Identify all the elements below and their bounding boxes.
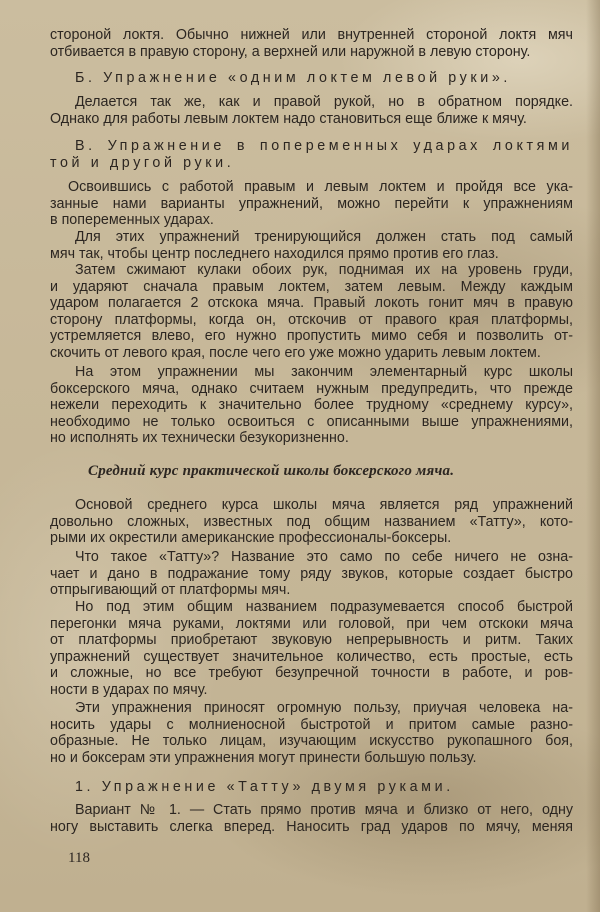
paragraph — [50, 700, 573, 766]
paragraph — [50, 549, 573, 599]
text-line: В. Упражнение в попеременных ударах локтями — [75, 138, 573, 154]
text-line: нежели переходить к значительно более трудному «среднему курсу», — [50, 397, 573, 414]
text-line: отпрыгивающий от платформы мяч. — [50, 582, 291, 599]
paragraph — [50, 599, 573, 699]
text-line: Однако для работы левым локтем надо становиться еще ближе к мячу. — [50, 110, 527, 127]
text-line: Основой среднего курса школы мяча является ряд упражнений — [75, 497, 573, 513]
text-line: мяч так, чтобы центр последнего находился прямо против его глаз. — [50, 245, 499, 262]
text-line: 1. Упражнение «Татту» двумя руками. — [75, 779, 454, 795]
text-line: чает и дано в подражание тому ряду звуков, которые создает быстро — [50, 565, 573, 582]
paragraph — [50, 94, 573, 127]
paragraph — [50, 229, 573, 262]
text-line: стороной локтя. Обычно нижней или внутренней стороной локтя мяч — [50, 27, 573, 43]
text-line: упражнений существует значительное количество, есть простые, есть — [50, 648, 573, 665]
text-line: ности в ударах по мячу. — [50, 681, 208, 698]
text-line: ударом полагается 2 отскока мяча. Правый локоть гонит мяч в правую — [50, 295, 573, 312]
page-edge-shadow — [586, 0, 600, 912]
paragraph — [50, 179, 573, 229]
text-line: боксерского мяча, однако считаем нужным предупредить, что прежде — [50, 380, 573, 397]
text-line: отбивается в правую сторону, а верхней или наружной в левую сторону. — [50, 43, 531, 60]
subsection-heading — [50, 70, 573, 87]
text-line: рыми их окрестили американские профессионалы-боксеры. — [50, 530, 452, 547]
text-line: Освоившись с работой правым и левым локтем и пройдя все ука- — [68, 179, 573, 195]
paragraph — [50, 364, 573, 447]
text-line: сторону платформы, когда он, отскочив от правого края платформы, — [50, 311, 573, 328]
text-line: необходимо не только освоиться с описанными выше упражнениями, — [50, 413, 573, 430]
text-line: ногу выставить слегка вперед. Наносить град ударов по мячу, меняя — [50, 818, 573, 835]
text-line: в попеременных ударах. — [50, 212, 214, 229]
text-line: Вариант № 1. — Стать прямо против мяча и близко от него, одну — [75, 802, 573, 818]
text-line: Затем сжимают кулаки обоих рук, поднимая их на уровень груди, — [75, 262, 573, 278]
text-line: довольно сложных, известных под общим названием «Татту», кото- — [50, 513, 573, 530]
paragraph — [50, 497, 573, 547]
text-line: занные нами варианты упражнений, можно перейти к упражнениям — [50, 195, 573, 212]
page-number: 118 — [68, 850, 90, 866]
subsection-heading — [50, 779, 573, 796]
text-line: Б. Упражнение «одним локтем левой руки». — [75, 70, 511, 86]
section-title — [88, 463, 548, 480]
text-line: Что такое «Татту»? Название это само по себе ничего не озна- — [75, 549, 573, 565]
text-line: устремляется влево, его нужно пропустить мимо себя и позволить от- — [50, 328, 573, 345]
text-line: Делается так же, как и правой рукой, но в обратном порядке. — [75, 94, 573, 110]
text-line: и сложные, но все требуют безупречной точности в работе, и ров- — [50, 665, 573, 682]
text-line: носить удары с молниеносной быстротой и притом самые разно- — [50, 716, 573, 733]
text-line: образные. Не только лицам, изучающим искусство рукопашного боя, — [50, 733, 573, 750]
text-line: скочить от левого края, после чего его уже можно ударить левым локтем. — [50, 344, 541, 361]
text-line: той и другой руки. — [50, 154, 235, 171]
paragraph — [50, 27, 573, 60]
text-line: Для этих упражнений тренирующийся должен стать под самый — [75, 229, 573, 245]
text-line: Но под этим общим названием подразумевается способ быстрой — [75, 599, 573, 615]
text-line: Эти упражнения приносят огромную пользу, приучая человека на- — [75, 700, 573, 716]
text-line: На этом упражнении мы закончим элементарный курс школы — [75, 364, 573, 380]
text-line: и ударяют сначала правым локтем, затем левым. Между каждым — [50, 278, 573, 295]
text-line: но и боксерам эти упражнения могут принести большую пользу. — [50, 749, 477, 766]
text-line: но исполнять их технически безукоризненно. — [50, 430, 349, 447]
paragraph — [50, 262, 573, 362]
text-line: Средний курс практической школы боксерского мяча. — [88, 463, 455, 479]
subsection-heading — [50, 138, 573, 171]
text-line: перегонки мяча руками, локтями или головой, при чем отскоки мяча — [50, 615, 573, 632]
paragraph — [50, 802, 573, 835]
text-line: от платформы приобретают звуковую непрерывность и ритм. Таких — [50, 632, 573, 649]
